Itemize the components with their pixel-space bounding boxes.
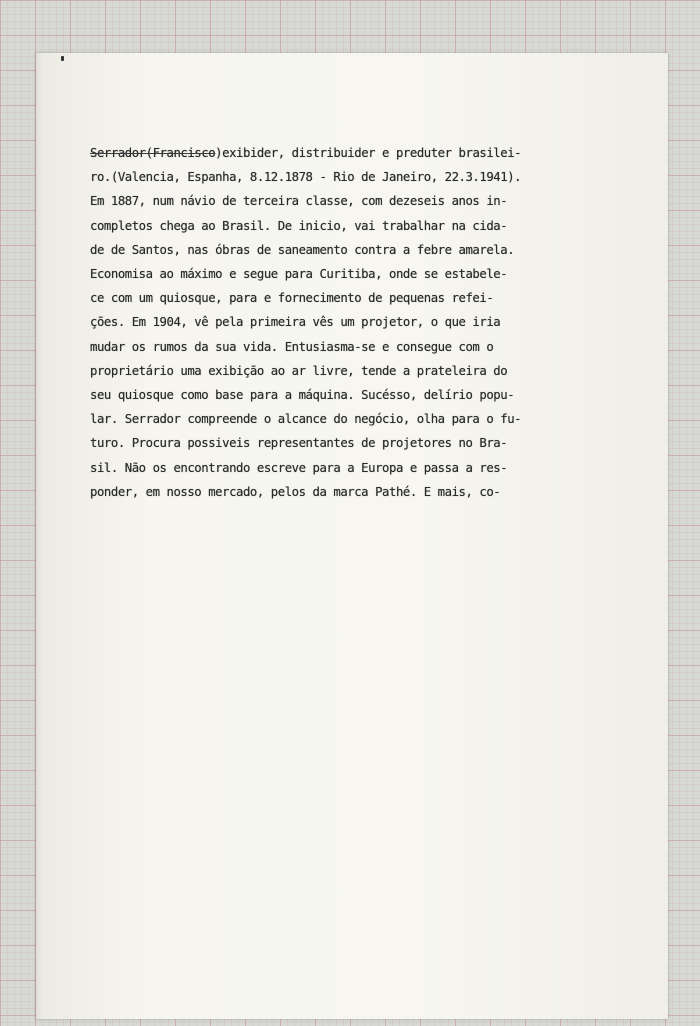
- text-line-1: [90, 141, 650, 165]
- text-line-5: de de Santos, nas óbras de saneamento contra a febre amarela.: [90, 242, 515, 257]
- typed-page-sheet: [36, 53, 668, 1019]
- text-line-4: completos chega ao Brasil. De inicio, vai trabalhar na cida-: [90, 218, 508, 233]
- struck-name: Serrador(Francisco: [90, 146, 216, 160]
- typewritten-text: [90, 141, 650, 504]
- text-line-14: sil. Não os encontrando escreve para a Europa e passa a res-: [90, 460, 508, 475]
- text-line-10: proprietário uma exibição ao ar livre, tende a prateleira do: [90, 363, 508, 378]
- text-line-9: mudar os rumos da sua vida. Entusiasma-se e consegue com o: [90, 339, 494, 354]
- text-line-7: ce com um quiosque, para e fornecimento de pequenas refei-: [90, 291, 494, 306]
- text-line-8: ções. Em 1904, vê pela primeira vês um projetor, o que iria: [90, 315, 501, 330]
- text-line-2: ro.(Valencia, Espanha, 8.12.1878 - Rio de Janeiro, 22.3.1941).: [90, 170, 522, 185]
- pin-mark: [61, 56, 64, 61]
- text-line-3: Em 1887, num návio de terceira classe, com dezeseis anos in-: [90, 194, 508, 209]
- text-line-1-rest: )exibider, distribuider e preduter brasilei-: [215, 146, 522, 160]
- text-line-12: lar. Serrador compreende o alcance do negócio, olha para o fu-: [90, 412, 522, 427]
- text-line-6: Economisa ao máximo e segue para Curitiba, onde se estabele-: [90, 267, 508, 282]
- text-line-11: seu quiosque como base para a máquina. Sucésso, delírio popu-: [90, 388, 515, 403]
- sheet-edge-shadow: [36, 53, 42, 1019]
- text-line-15: ponder, em nosso mercado, pelos da marca Pathé. E mais, co-: [90, 484, 501, 499]
- text-line-13: turo. Procura possiveis representantes de projetores no Bra-: [90, 436, 508, 451]
